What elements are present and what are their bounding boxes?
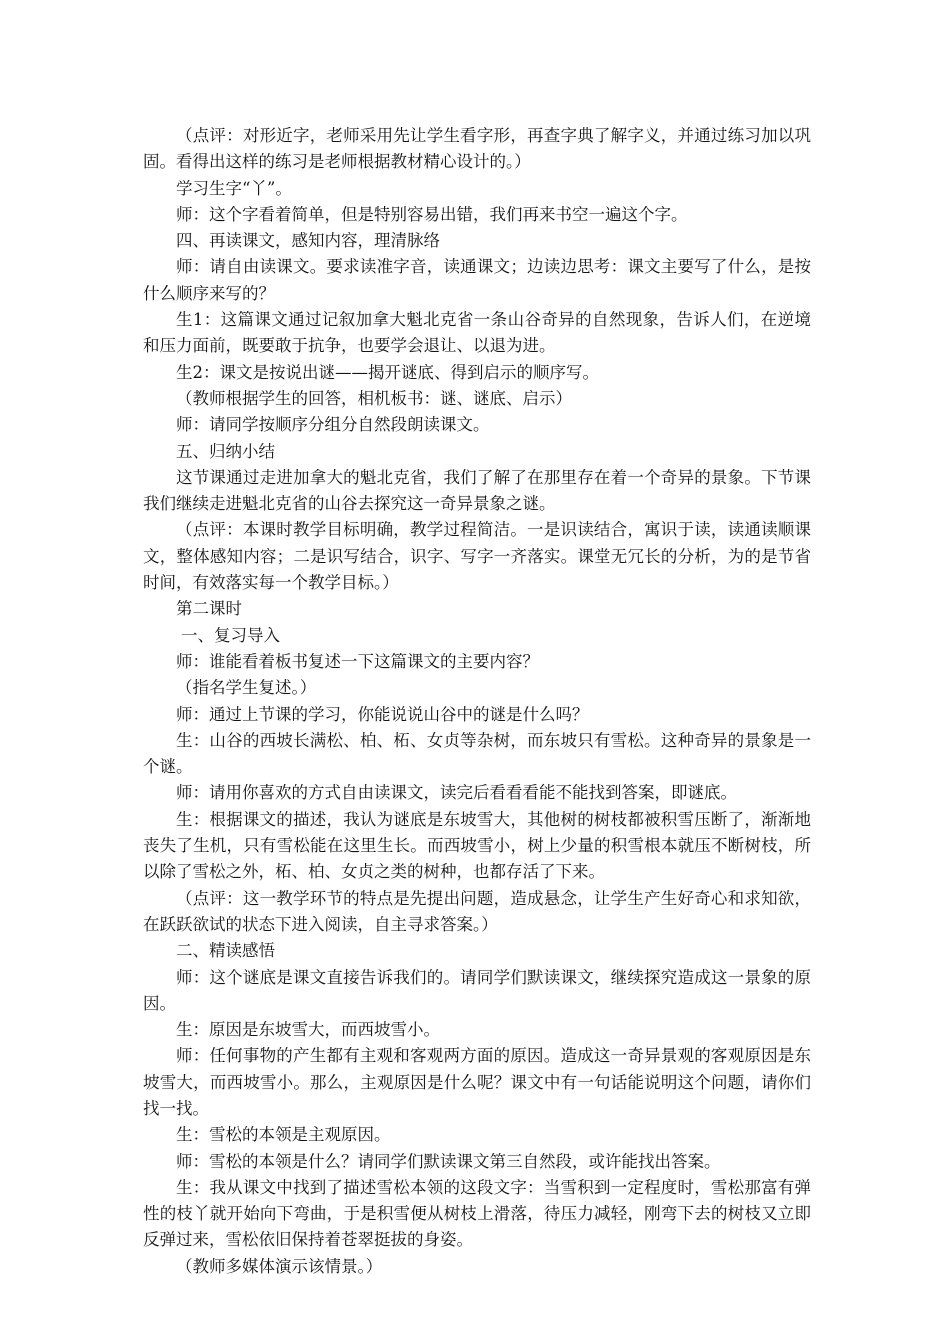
paragraph: （点评：这一教学环节的特点是先提出问题，造成悬念，让学生产生好奇心和求知欲，在跃跃欲试的状态下进入阅读，自主寻求答案。） — [143, 888, 811, 934]
section-heading: 五、归纳小结 — [176, 441, 275, 461]
document-page — [143, 123, 811, 1280]
paragraph: （指名学生复述。） — [176, 678, 317, 698]
paragraph: 这节课通过走进加拿大的魁北克省，我们了解了在那里存在着一个奇异的景象。下节课我们继续走进魁北克省的山谷去探究这一奇异景象之谜。 — [143, 467, 811, 514]
paragraph: （教师多媒体演示该情景。） — [176, 1256, 383, 1276]
paragraph: （教师根据学生的回答，相机板书：谜、谜底、启示） — [176, 388, 572, 408]
lesson-heading: 第二课时 — [176, 599, 242, 619]
paragraph: 生：根据课文的描述，我认为谜底是东坡雪大，其他树的树枝都被积雪压断了，渐渐地丧失了生机，只有雪松能在这里生长。而西坡雪小，树上少量的积雪根本就压不断树枝，所以除了雪松之外，柘、柏、女贞之类的树种，也都存活了下来。 — [143, 809, 811, 882]
section-heading: 二、精读感悟 — [176, 941, 275, 961]
paragraph: 师：任何事物的产生都有主观和客观两方面的原因。造成这一奇异景观的客观原因是东坡雪大，而西坡雪小。那么，主观原因是什么呢？课文中有一句话能说明这个问题，请你们找一找。 — [143, 1046, 811, 1118]
paragraph: 生：山谷的西坡长满松、柏、柘、女贞等杂树，而东坡只有雪松。这种奇异的景象是一个谜。 — [143, 730, 811, 777]
paragraph: 生1：这篇课文通过记叙加拿大魁北克省一条山谷奇异的自然现象，告诉人们，在逆境和压力面前，既要敢于抗争，也要学会退让、以退为进。 — [143, 310, 811, 356]
paragraph: 生2：课文是按说出谜——揭开谜底、得到启示的顺序写。 — [176, 362, 599, 382]
paragraph: 师：这个字看着简单，但是特别容易出错，我们再来书空一遍这个字。 — [176, 204, 688, 224]
paragraph: 师：请同学按顺序分组分自然段朗读课文。 — [176, 415, 490, 435]
paragraph: 师：通过上节课的学习，你能说说山谷中的谜是什么吗？ — [176, 704, 589, 724]
paragraph: 生：雪松的本领是主观原因。 — [176, 1125, 391, 1145]
paragraph: 师：请用你喜欢的方式自由读课文，读完后看看看能不能找到答案，即谜底。 — [176, 783, 737, 803]
paragraph: 生：我从课文中找到了描述雪松本领的这段文字：当雪积到一定程度时，雪松那富有弹性的枝丫就开始向下弯曲，于是积雪便从树枝上滑落，待压力减轻，刚弯下去的树枝又立即反弹过来，雪松依旧保持着苍翠挺拔的身姿。 — [143, 1177, 811, 1250]
paragraph: （点评：对形近字，老师采用先让学生看字形，再查字典了解字义，并通过练习加以巩固。看得出这样的练习是老师根据教材精心设计的。） — [143, 126, 811, 172]
paragraph: 师：这个谜底是课文直接告诉我们的。请同学们默读课文，继续探究造成这一景象的原因。 — [143, 967, 811, 1013]
paragraph: 师：请自由读课文。要求读准字音，读通课文；边读边思考：课文主要写了什么，是按什么顺序来写的？ — [143, 257, 811, 303]
paragraph: （点评：本课时教学目标明确，教学过程简洁。一是识读结合，寓识于读，读通读顺课文，整体感知内容；二是识写结合，识字、写字一齐落实。课堂无冗长的分析，为的是节省时间，有效落实每一个教学目标。） — [143, 520, 811, 593]
section-heading: 一、复习导入 — [181, 625, 280, 645]
paragraph: 生：原因是东坡雪大，而西坡雪小。 — [176, 1020, 440, 1040]
section-heading: 四、再读课文，感知内容，理清脉络 — [176, 231, 440, 251]
paragraph: 学习生字“丫”。 — [176, 178, 292, 198]
paragraph: 师：雪松的本领是什么？请同学们默读课文第三自然段，或许能找出答案。 — [176, 1151, 721, 1171]
paragraph: 师：谁能看着板书复述一下这篇课文的主要内容？ — [176, 651, 539, 671]
